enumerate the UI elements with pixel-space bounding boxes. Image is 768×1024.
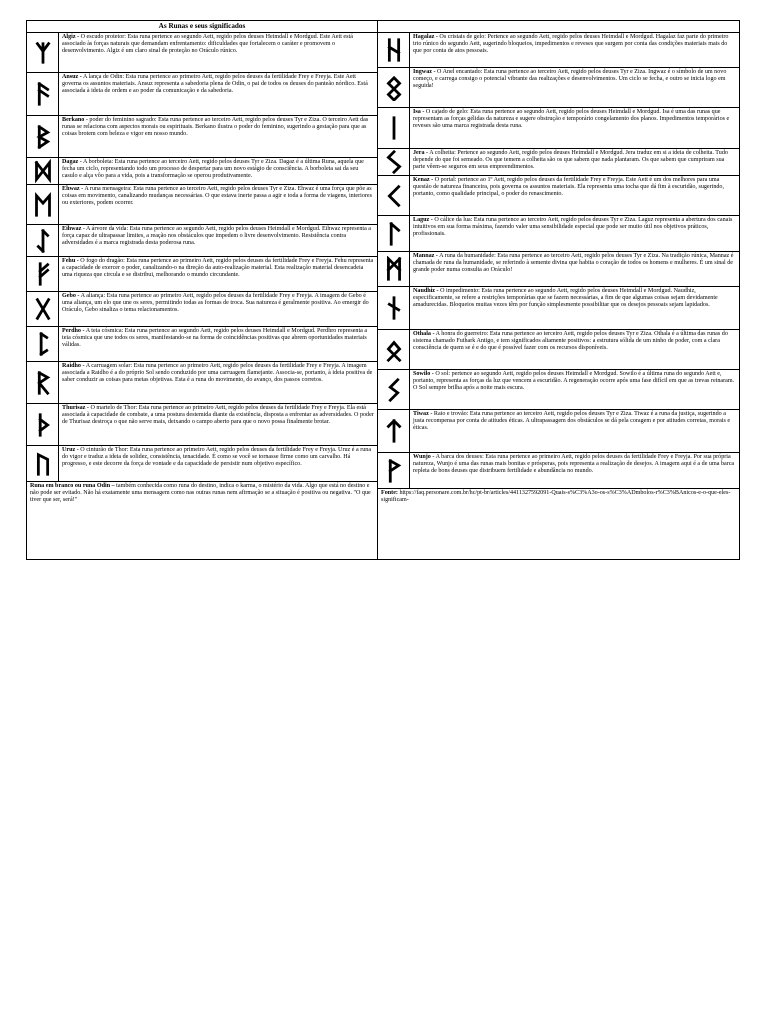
left-column xyxy=(27,33,378,560)
rune-meaning: O fogo do dragão: Esta runa pertence ao primeiro Aett, regido pelos deuses da fertilidade Frey e Freyja. Fehu representa a capacidade de exercer o poder, canalizando-o na direção da auto-realização material. Esta realização material desencadeia uma riqueza que circula e se distribui, melhorando o mundo circundante. xyxy=(62,258,374,279)
rune-description xyxy=(59,33,377,72)
rune-name: Othala - xyxy=(413,331,435,337)
rune-meaning: A carruagem solar: Esta runa pertence ao primeiro Aett, regido pelos deuses da fertilidade Frey e Freyja. A imagem associada a Raidho é a do próprio Sol sendo conduzido por uma carruagem flamejante. Associa-se, portanto, à ideia positiva de saber conduzir as coisas para metas objetivas. Esta é a runa do movimento, do avanço, dos passos corretos. xyxy=(62,363,373,384)
rune-description xyxy=(59,446,377,481)
rune-meaning: O escudo protetor: Esta runa pertence ao segundo Aett, regido pelos deuses Heimdall e Mordgud. Este Aett está associado às forças naturais que demandam enfrentamento: dificuldades que fortalecem o caráter e promovem o desenvolvimento. Algiz é um claro sinal de proteção no Oráculo rúnico. xyxy=(62,34,353,55)
rune-description xyxy=(410,149,739,175)
rune-name: Isa - xyxy=(413,109,425,115)
rune-description xyxy=(410,68,739,107)
rune-name: Jera - xyxy=(413,150,429,156)
rune-description xyxy=(410,330,739,369)
isa-rune-icon xyxy=(384,115,404,141)
rune-name: Algiz - xyxy=(62,34,80,40)
raidho-rune-icon xyxy=(33,370,53,396)
rune-meaning: O cinturão de Thor: Esta runa pertence ao primeiro Aett, regido pelos deuses da fertilidade Frey e Freyja. Uruz é a runa do vigor e traduz a ideia de solidez, consistência, tenacidade. É como se você se tornasse firme como um carvalho. Há progresso, e este decorre da força de vontade e da capacidade de persistir num objetivo específico. xyxy=(62,447,372,468)
rune-description xyxy=(410,252,739,286)
title-row xyxy=(27,21,739,33)
rune-cell xyxy=(378,330,410,369)
rune-description xyxy=(59,158,377,184)
berkano-rune-icon xyxy=(33,124,53,150)
table-row xyxy=(27,446,377,482)
rune-description xyxy=(410,176,739,215)
rune-cell xyxy=(27,327,59,361)
rune-name: Sowilo - xyxy=(413,371,434,377)
rune-meaning: A teia cósmica: Esta runa pertence ao segundo Aett, regido pelos deuses Heimdall e Mordgud. Perdhro representa a teia cósmica que une todos os seres, manifestando-se na forma de coincidências positivas que abrem oportunidades materiais válidas. xyxy=(62,328,368,349)
kenaz-rune-icon xyxy=(384,183,404,209)
rune-meaning: O cálice da lua: Esta runa pertence ao terceiro Aett, regido pelos deuses Tyr e Ziza. Laguz representa a abertura dos canais intuitivos em sua forma máxima, fazendo valer uma sensibilidade especial que pode ser muito útil nos objetivos práticos, profissionais. xyxy=(413,217,733,238)
rune-meaning: - A borboleta: Esta runa pertence ao terceiro Aett, regido pelos deuses Tyr e Ziza. Dagaz é a última Runa, aquela que fecha um ciclo, representando todo um processo de despertar para um novo estágio de consciência. A borboleta sai da seu casulo e alça vôo para a vida, pois a transformação se operou produtivamente. xyxy=(62,159,364,180)
laguz-rune-icon xyxy=(384,221,404,247)
rune-meaning: A colheita: Pertence ao segundo Aett, regido pelos deuses Heimdall e Mordgud. Jera traduz em si a ideia de colheita. Tudo depende do que foi semeado. Os que temem a colheita são os que sabem que nada plantaram. Os que sabem que cumpriram sua parte vêem-se seguros em seus empreendimentos. xyxy=(413,150,728,171)
table-row xyxy=(27,116,377,158)
eihwaz-rune-icon xyxy=(33,228,53,254)
rune-cell xyxy=(27,185,59,224)
table-row xyxy=(27,185,377,225)
rune-meaning: A honra do guerreiro: Esta runa pertence ao terceiro Aett, regido pelos deuses Tyr e Ziza. Othala é a última das runas do sistema chamado Futhark Antigo, e tem significados altamente positivos: a estrutura sólida de um ninho de poder, com a clara consciência de quem se é e do que é possível fazer com os recursos disponíveis. xyxy=(413,331,728,352)
table-row xyxy=(378,453,739,489)
rune-description xyxy=(410,453,739,488)
rune-description xyxy=(378,489,739,560)
table-row xyxy=(27,158,377,185)
dagaz-rune-icon xyxy=(33,158,53,184)
algiz-rune-icon xyxy=(33,40,53,66)
table-row xyxy=(378,252,739,287)
rune-meaning: O cajado de gelo: Esta runa pertence ao segundo Aett, regido pelos deuses Heimdall e Mordgud. Isa é uma das runas que representam as forças gélidas da natureza e sugere obstrução e temporário congelamento dos planos. Impedimentos temporários e reveses são uma marca registrada desta runa. xyxy=(413,109,730,130)
rune-description xyxy=(410,216,739,251)
rune-name: Berkano xyxy=(62,117,85,123)
rune-cell xyxy=(27,33,59,72)
rune-description xyxy=(59,185,377,224)
table-row xyxy=(27,292,377,327)
rune-cell xyxy=(27,158,59,184)
rune-cell xyxy=(27,225,59,256)
table-row xyxy=(378,108,739,149)
rune-cell xyxy=(378,68,410,107)
rune-meaning: O impedimento: Esta runa pertence ao segundo Aett, regido pelos deuses Heimdall e Mordgud. Naudhiz, especificamente, se refere a restrições temporárias que se fazem necessárias, a fim de que algumas coisas sejam devidamente amadurecidas. Bloqueios muitas vezes têm por função simplesmente possibilitar que os desejos pessoais sejam lapidados. xyxy=(413,288,718,309)
ehwaz-rune-icon xyxy=(33,192,53,218)
rune-cell xyxy=(378,287,410,329)
rune-cell xyxy=(27,73,59,115)
rune-description xyxy=(27,482,377,540)
rune-name: Raidho - xyxy=(62,363,85,369)
table-row xyxy=(378,410,739,453)
rune-name: Fehu - xyxy=(62,258,79,264)
rune-cell xyxy=(378,410,410,452)
rune-cell xyxy=(378,370,410,409)
rune-name: Naudhiz - xyxy=(413,288,439,294)
rune-name: Ehwaz xyxy=(62,186,80,192)
table-row xyxy=(378,370,739,410)
rune-name: Tiwaz - xyxy=(413,411,433,417)
jera-rune-icon xyxy=(384,149,404,175)
rune-name: Fonte: xyxy=(381,490,398,496)
othala-rune-icon xyxy=(384,337,404,363)
rune-description xyxy=(59,257,377,291)
rune-name: Gebo - xyxy=(62,293,80,299)
naudhiz-rune-icon xyxy=(384,295,404,321)
table-row xyxy=(378,149,739,176)
rune-name: Hagalaz - xyxy=(413,34,438,40)
rune-description xyxy=(410,287,739,329)
rune-description xyxy=(59,327,377,361)
rune-name: Eihwaz xyxy=(62,226,82,232)
table-row xyxy=(378,330,739,370)
rune-description xyxy=(410,410,739,452)
rune-meaning: - poder do feminino sagrado: Esta runa pertence ao terceiro Aett, regido pelos deuses Tyr e Ziza. O terceiro Aett das runas se relaciona com aspectos morais ou espirituais. Berkano ilustra o poder do feminino, sugerindo a gestação para que as coisas brotem com beleza e vigor em nosso mundo. xyxy=(62,117,369,138)
rune-name: Laguz - xyxy=(413,217,433,223)
rune-meaning: também conhecida como runa do destino, indica o karma, o mistério da vida. Algo que está no destino e não pode ser evitado. Não há exatamente uma mensagem como nas outras runas nem afirmação se a situação é positiva ou negativa. "O que tiver que ser, será!" xyxy=(30,483,371,504)
rune-description xyxy=(410,108,739,148)
rune-description xyxy=(59,292,377,326)
rune-meaning: - A runa mensageira: Esta runa pertence ao terceiro Aett, regido pelos deuses Tyr e Ziza. Ehwaz é uma força que põe as coisas em movimento, canalizando mudanças necessárias. O que estava inerte passa a agir e toda a forma de viagens, interiores ou exteriores, podem ocorrer. xyxy=(62,186,372,207)
rune-cell xyxy=(378,252,410,286)
sowilo-rune-icon xyxy=(384,377,404,403)
rune-cell xyxy=(378,176,410,215)
table-row xyxy=(378,68,739,108)
table-row xyxy=(27,33,377,73)
wunjo-rune-icon xyxy=(384,458,404,484)
hagalaz-rune-icon xyxy=(384,37,404,63)
table-row xyxy=(27,225,377,257)
rune-description xyxy=(59,362,377,403)
rune-cell xyxy=(27,116,59,157)
rune-cell xyxy=(378,108,410,148)
ingwaz-rune-icon xyxy=(384,75,404,101)
rune-cell xyxy=(378,33,410,67)
rune-cell xyxy=(378,149,410,175)
table-row xyxy=(378,489,739,560)
table-row xyxy=(378,176,739,216)
table-row xyxy=(27,404,377,446)
rune-cell xyxy=(27,404,59,445)
fehu-rune-icon xyxy=(33,261,53,287)
table-row xyxy=(378,33,739,68)
title-empty-cell xyxy=(378,21,739,32)
gebo-rune-icon xyxy=(33,296,53,322)
ansuz-rune-icon xyxy=(33,81,53,107)
rune-name: Mannaz - xyxy=(413,253,438,259)
document-title: As Runas e seus significados xyxy=(27,21,378,32)
mannaz-rune-icon xyxy=(384,256,404,282)
perdho-rune-icon xyxy=(33,331,53,357)
rune-cell xyxy=(378,216,410,251)
table-row xyxy=(27,257,377,292)
rune-description xyxy=(59,404,377,445)
rune-meaning: O sol: pertence ao segundo Aett, regido pelos deuses Heimdall e Mordgud. Sowilo é a última runa do segundo Aett e, portanto, representa as forças da luz que vencem a escuridão. A regeneração ocorre após uma fase difícil em que as trevas reinaram. O Sol sempre brilha após a noite mais escura. xyxy=(413,371,735,392)
rune-name: Thurisaz - xyxy=(62,405,89,411)
rune-meaning: A barca dos deuses: Esta runa pertence ao primeiro Aett, regido pelos deuses da fertilidade Frey e Freyja. Por sua própria natureza, Wunjo é uma das runas mais bonitas e prósperas, pois representa a realização de desejos. A imagem aqui é a de uma barca repleta de bons deuses que distribuem fertilidade e abundância no mundo. xyxy=(413,454,735,475)
rune-cell xyxy=(27,362,59,403)
rune-meaning: A lança de Odin: Esta runa pertence ao primeiro Aett, regido pelos deuses da fertilidade Frey e Freyja. Este Aett governa os assuntos materiais. Ansuz representa a sabedoria plena de Odin, o pai de todos os deuses do panteão nórdico. Está associada à ideia de ordem e ao poder da comunicação e da sabedoria. xyxy=(62,74,368,95)
rune-meaning: Raio e trovão: Esta runa pertence ao terceiro Aett, regido pelos deuses Tyr e Ziza. Tiwaz é a runa da justiça, sugerindo a justa recompensa por conta de atitudes éticas. A ultrapassagem dos obstáculos se dá pela coragem e por atitudes corretas, morais e éticas. xyxy=(413,411,731,432)
rune-name: Uruz - xyxy=(62,447,79,453)
right-column xyxy=(378,33,739,560)
rune-description xyxy=(59,73,377,115)
table-row xyxy=(27,73,377,116)
table-row xyxy=(27,362,377,404)
rune-meaning: https://faq.personare.com.br/hc/pt-br/articles/4411327592091-Quais-s%C3%A3o-os-s%C3%ADmbolos-r%C3%BAnicos-e-o-que-eles-significam- xyxy=(381,490,731,504)
table-row xyxy=(27,327,377,362)
rune-cell xyxy=(27,257,59,291)
rune-meaning: O portal: pertence ao 1º Aett, regido pelos deuses da fertilidade Frey e Freyja. Este Aett é um dos melhores para uma questão de natureza financeira, pois governa os assuntos materiais. Ela representa uma tocha que dá fim à escuridão, sugerindo, portanto, como qualidade principal, o poder do renascimento. xyxy=(413,177,725,198)
rune-meaning: O Anel encantado: Esta runa pertence ao terceiro Aett, regido pelos deuses Tyr e Ziza. Ingwaz é o símbolo de um novo começo, e carrega consigo o potencial vibrante das realizações e desenvolvimentos. Um ciclo se fecha, e outro se inicia logo em seguida! xyxy=(413,69,727,90)
rune-name: Ansuz - xyxy=(62,74,82,80)
runes-document xyxy=(26,20,740,560)
rune-name: Wunjo - xyxy=(413,454,435,460)
rune-cell xyxy=(378,453,410,488)
thurisaz-rune-icon xyxy=(33,412,53,438)
rune-name: Runa em branco ou runa Odin – xyxy=(30,483,115,489)
rune-description xyxy=(410,370,739,409)
rune-meaning: O martelo de Thor: Esta runa pertence ao primeiro Aett, regido pelos deuses da fertilidade Frey e Freyja. Ela está associada à capacidade de combate, a uma postura destemida diante da existência, disposta a enfrentar as adversidades. O poder de Thurisaz destroça o que não serve mais, deixando o campo aberto para que o novo possa finalmente brotar. xyxy=(62,405,374,426)
rune-description xyxy=(410,33,739,67)
rune-name: Dagaz xyxy=(62,159,79,165)
table-row xyxy=(378,287,739,330)
rune-meaning: A aliança: Esta runa pertence ao primeiro Aett, regido pelos deuses da fertilidade Frey e Freyja. A imagem de Gebo é uma aliança, um elo que une os seres, permitindo todas as formas de troca. Sua natureza é geralmente positiva. Ao emergir do Oráculo, Gebo sinaliza o tema relacionamentos. xyxy=(62,293,369,314)
table-row xyxy=(378,216,739,252)
rune-meaning: Os cristais de gelo: Pertence ao segundo Aett, regido pelos deuses Heimdall e Mordgud. Hagalaz faz parte do primeiro trio rúnico do segundo Aett, sugerindo bloqueios, impedimentos e reveses que surgem por conta das condições materiais mais do que por conta de atos pessoais. xyxy=(413,34,729,55)
rune-name: Kenaz - xyxy=(413,177,434,183)
table-body xyxy=(27,33,739,560)
rune-name: Ingwaz - xyxy=(413,69,436,75)
rune-cell xyxy=(27,446,59,481)
rune-cell xyxy=(27,292,59,326)
rune-meaning: - A árvore da vida: Esta runa pertence ao segundo Aett, regido pelos deuses Heimdall e Mordgud. Eihwaz representa a força capaz de ultrapassar limites, a reação nos obstáculos que impedem o livre desenvolvimento. Resistência contra adversidades é a marca registrada desta poderosa runa. xyxy=(62,226,372,247)
rune-name: Perdho - xyxy=(62,328,85,334)
uruz-rune-icon xyxy=(33,451,53,477)
tiwaz-rune-icon xyxy=(384,418,404,444)
table-row xyxy=(27,482,377,540)
rune-description xyxy=(59,116,377,157)
rune-meaning: A runa da humanidade: Esta runa pertence ao terceiro Aett, regido pelos deuses Tyr e Ziza. Na tradição rúnica, Mannaz é chamada de runa da humanidade, se referindo à semente divina que habita o coração de todos os homens e mulheres. É um sinal de grande poder numa consulta ao Oráculo! xyxy=(413,253,734,274)
rune-description xyxy=(59,225,377,256)
